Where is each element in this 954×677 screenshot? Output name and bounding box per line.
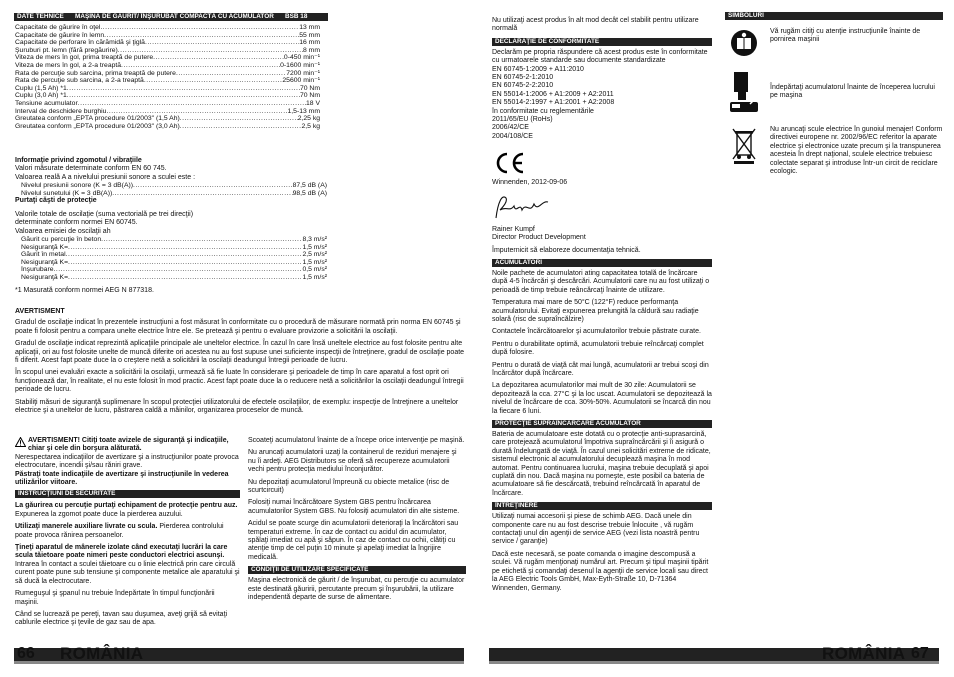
spec-label: Capacitate de găurire în oţel (15, 24, 101, 31)
vibration-label: Înşurubare (21, 266, 54, 274)
spec-row (15, 85, 320, 93)
noise-row (21, 190, 327, 198)
battery-paragraph: Noile pachete de acumulatori ating capacitatea totală de încărcare după 4-5 încărcări şi descărcări. Acumulatorii care nu au fost utilizaţi o perioadă de timp trebuie reâncărcaţi înainte de utilizare. (492, 269, 710, 294)
vibration-value: 1,5 m/s² (302, 274, 327, 281)
spec-row (15, 39, 320, 47)
dot-leader (144, 77, 283, 85)
symbol-text-remove-battery: Îndepărtaţi acumulatorul înainte de începerea lucrului pe maşina (770, 84, 935, 100)
dot-leader (67, 92, 300, 100)
spec-value: 13 mm (299, 24, 320, 31)
symbol-weee (725, 126, 943, 176)
spec-value: 55 mm (299, 31, 320, 39)
symbols-header: SIMBOLURI (725, 12, 943, 20)
vibration-value: 0,5 m/s² (302, 266, 327, 274)
vibration-label: Nesiguranţă K= (21, 243, 69, 251)
symbol-text-read-manual: Vă rugăm citiţi cu atenţie instrucţiunile înainte de pornirea maşinii (770, 28, 921, 44)
safety-p1: La găurirea cu percuţie purtaţi echipament de protecţie pentru auz. Expunerea la zgomot poate duce la pierderea auzului. (15, 502, 238, 518)
dot-leader (66, 251, 303, 259)
spec-value: 8 mm (303, 46, 320, 54)
spec-label: Tensiune acumulator (15, 99, 78, 107)
page-right (477, 0, 954, 677)
spec-header (14, 13, 328, 21)
spec-label: Viteza de mers în gol, a 2-a treaptă (15, 61, 122, 69)
battery-paragraph: Temperatura mai mare de 50°C (122°F) reduce performanţa acumulatorului. Evitaţi expunerea prelungită la căldură sau radiaţie solară (risc de supraîncălzire) (492, 299, 699, 323)
vibration-label: Nesiguranţă K= (21, 274, 69, 281)
conformity-line: EN 55014-2:1997 + A1:2001 + A2:2008 (492, 99, 615, 107)
battery-paragraph: Contactele încărcătoarelor şi acumulatorilor trebuie păstrate curate. (492, 328, 701, 336)
dot-leader (112, 190, 292, 198)
vibration-value: 1,5 m/s² (302, 258, 327, 266)
tech-doc: Împuternicit să elaboreze documentaţia tehnică. (492, 246, 641, 254)
spec-row (15, 115, 320, 123)
conformity-line: EN 60745-1:2009 + A11:2010 (492, 65, 584, 73)
spec-label: Greutatea conform „EPTA procedure 01/2003" (3,0 Ah) (15, 122, 180, 130)
spec-label: Capacitate de găurire în lemn (15, 31, 105, 39)
conformity-line: 2004/108/CE (492, 132, 533, 140)
maintenance-paragraph: Dacă este necesară, se poate comanda o imagine descompusă a sculei. Vă rugăm menţionaţi numărul art. Precum şi tipul maşinii tipărit pe etichetă şi comandaţi desenul la agenţii de service locali sau direct la AEG Electric Tools GmbH, Max-Eyth-Straße 10, D-71364 Winnenden, Germany. (492, 550, 709, 592)
dot-leader (176, 70, 286, 78)
vibration-value: 2,5 m/s² (302, 251, 327, 259)
spec-value: 1,5-13 mm (287, 107, 320, 115)
dot-leader (104, 32, 299, 40)
battery-paragraph: Pentru o durabilitate optimă, acumulatorii trebuie reîncărcaţi complet după folosire. (492, 340, 704, 357)
dot-leader (101, 236, 302, 244)
dot-leader (133, 182, 293, 190)
spec-label: Viteza de mers în gol, prima treaptă de putere (15, 54, 154, 62)
warning-paragraph: Gradul de oscilaţie indicat în prezentele instrucţiuni a fost măsurat în conformitate cu o procedură de măsurare normată prin norma EN 60745 şi poate fi folosit pentru a compara unelte electrice între ele. Se pretează şi pentru o evaluare provizorie a solicitării la oscilaţii. (15, 319, 461, 335)
spec-label: Rata de percuţie sub sarcina, prima treaptă de putere (15, 69, 176, 77)
conditions-header: CONDIŢII DE UTILIZARE SPECIFICATE (248, 566, 466, 574)
spec-value: 7200 min⁻¹ (286, 69, 320, 77)
warning-paragraph: În scopul unei evaluări exacte a solicitării la oscilaţii, urmează să fie luate în considerare şi perioadele de timp în care aparatul a fost oprit ori funcţionează dar, în realitate, el nu este folosit în mod practic. Acest fapt poate duce la o reducere netă a solicitărilor la oscilaţii deadungul întregii perioade de lucru. (15, 369, 464, 394)
noise-label: Nivelul sunetului (K = 3 dB(A)) (21, 189, 113, 197)
spec-label: Şuruburi pt. lemn (fără pregăurire) (15, 46, 118, 54)
conformity-line: EN 60745-2-2:2010 (492, 82, 554, 90)
spec-value: 0-1600 min⁻¹ (280, 61, 320, 69)
dot-leader (68, 244, 302, 252)
vibration-value: 1,5 m/s² (302, 243, 327, 251)
dot-leader (180, 115, 298, 123)
warning-triangle-icon (15, 437, 26, 450)
spec-row (15, 54, 320, 62)
spec-row (15, 77, 320, 85)
dot-leader (106, 108, 287, 116)
symbol-read-manual (725, 28, 943, 58)
conformity-line: 2006/42/CE (492, 124, 529, 132)
warning-paragraph: Stabiliţi măsuri de siguranţă suplimenare în scopul protecţiei utilizatorului de efectele oscilaţiilor, de exemplu: inspecţie de întreţinere a uneltelor electrice şi a uneltelor de lucru, păstrarea caldă a mâinilor, organizarea proceselor de muncă. (15, 398, 459, 415)
language-label: ROMÂNIA (822, 644, 906, 663)
spec-value: 16 mm (299, 39, 320, 47)
symbol-text-weee: Nu aruncaţi scule electrice în gunoiul menajer! Conform directivei europene nr. 2002/96/EC referitor la aparate electrice şi electronice uzate precum şi la transpunerea acesteia în drept naţional, sculele electrice trebuiesc colectate separat şi introduse într-un circit de reciclare ecologic. (770, 126, 943, 176)
warning-paragraph: Gradul de oscilaţie indicat reprezintă aplicaţiile principale ale uneltelor electrice. În cazul în care însă uneltele electrice au fost folosite pentru alte aplicaţii, ori au fost folosite unelte de muncă diferite ori acestea nu au fost supuse unei suficiente inspecţii de întreţinere, gradul de oscilaţie poate fi diferit. Acest fapt poate duce la o creştere netă a solicitării la oscilaţii deadungul întregii perioade de lucru. (15, 340, 465, 365)
safety-warning-bold: AVERTISMENT! Citiţi toate avizele de siguranţă şi indicaţiile, chiar şi cele din borşura alăturată. (28, 437, 229, 453)
battery-safety-paragraph: Nu aruncaţi acumulatorii uzaţi la containerul de reziduri menajere şi nu îi ardeţi. AEG Distributors se oferă să recupereze acumulatorii vechi pentru protecţia mediului înconjurător. (248, 449, 457, 474)
spec-row (15, 32, 320, 40)
vibration-label: Găurit în metal (21, 251, 66, 259)
spec-row (15, 62, 320, 70)
ear-protection: Purtaţi căşti de protecţie (15, 197, 97, 205)
ce-mark-icon (492, 151, 712, 175)
batteries-header: ACUMULATORI (492, 259, 712, 267)
conformity-line: Declarăm pe propria răspundere că acest produs este în conformitate cu urmatoarele standarde sau documente standardizate (492, 48, 708, 65)
vibration-value: 8,3 m/s² (302, 236, 327, 244)
conformity-line: EN 60745-2-1:2010 (492, 74, 554, 82)
symbol-remove-battery (725, 68, 943, 116)
remove-battery-icon (725, 68, 763, 116)
noise-intro: Valori măsurate determinate conform EN 60 745. (15, 165, 167, 173)
spec-label: Cuplu (1,5 Ah) *1 (15, 84, 67, 92)
safety-p4: Rumeguşul şi şpanul nu trebuie îndepărtate în timpul funcţionării maşinii. (15, 590, 215, 606)
dot-leader (118, 47, 303, 55)
noise-value: 87,5 dB (A) (292, 182, 327, 190)
dot-leader (121, 62, 280, 70)
safety-warning-bold-2: Păstraţi toate indicaţiile de avertizare şi instrucţiunile în vederea utilizărilor viitoare. (15, 470, 229, 487)
warning-title: AVERTISMENT (15, 308, 65, 315)
spec-row (15, 100, 320, 108)
vibration-row (21, 259, 327, 267)
vib-intro-2: determinate conform normei EN 60745. (15, 219, 138, 227)
language-label: ROMÂNIA (60, 644, 144, 663)
symbols-column (725, 12, 943, 182)
right-column-1 (492, 17, 712, 597)
vib-sub: Valoarea emisiei de oscilaţii ah (15, 227, 111, 235)
spec-header-product: MAŞINĂ DE GĂURIT/ ÎNŞURUBAT COMPACTĂ CU ACUMULATOR (75, 13, 274, 20)
noise-value: 98,5 dB (A) (292, 189, 327, 197)
battery-safety-paragraph: Scoateţi acumulatorul înainte de a începe orice intervenţie pe maşină. (248, 437, 465, 444)
dot-leader (68, 274, 302, 282)
spec-list (15, 24, 320, 130)
read-manual-icon (725, 28, 763, 58)
signer-title: Director Product Development (492, 234, 586, 242)
dot-leader (78, 100, 306, 108)
page-number: 66 (17, 645, 35, 662)
safety-warning-normal: Nerespectarea indicaţiilor de avertizare şi a instrucţiunilor poate provoca electrocutare, incendii şi/sau răniri grave. (15, 453, 239, 470)
noise-row (21, 182, 327, 190)
dot-leader (68, 259, 302, 267)
spec-value: 25600 min⁻¹ (282, 77, 320, 85)
spec-row (15, 108, 320, 116)
conditions-text: Maşina electronică de găurit / de înşurubat, cu percuţie cu acumulator este destinată găuririi, percutante precum şi înşurubării, la utilizare independentă departe de surse de alimentare. (248, 577, 465, 602)
spec-value: 2,25 kg (297, 115, 320, 123)
signer-name: Rainer Kumpf (492, 225, 535, 233)
spec-label: Greutatea conform „EPTA procedure 01/2003" (1,5 Ah) (15, 115, 180, 123)
dot-leader (54, 266, 303, 274)
overload-text: Bateria de acumulatoare este dotată cu o protecţie anti-suprasarcină, care protejează acumulatorul împotriva supraîncărcării şi îi asigură o durată îndelungată de viaţă. În cazul unei solicitări extreme de ridicate, sistemul electronic al acumulatorului decuplează maşina în mod automat. Pentru continuarea lucrului, maşina trebuie decuplată şi apoi cuplată din nou. Dacă maşina nu porneşte, este posibil ca bateria de acumulatoare să fie descărcată, trebuind reîncărcată în aparatul de încărcare. (492, 431, 711, 497)
conformity-line: în conformitate cu reglementările (492, 107, 594, 115)
safety-column (15, 437, 240, 632)
spec-value: 70 Nm (299, 92, 320, 100)
conformity-header: DECLARAŢIE DE CONFORMITATE (492, 38, 712, 46)
vibration-row (21, 244, 327, 252)
safety-p5: Când se lucrează pe pereţi, tavan sau duşumea, aveţi grijă să evitaţi cablurile electrice şi ţevile de gaz sau de apa. (15, 610, 228, 627)
spec-value: 18 V (306, 99, 320, 107)
dot-leader (67, 85, 300, 93)
spec-label: Capacitate de perforare în cărămidă şi ţiglă (15, 39, 145, 47)
weee-bin-icon (725, 126, 763, 166)
spec-value: 0-450 min⁻¹ (283, 54, 320, 62)
vibration-row (21, 251, 327, 259)
vibration-label: Nesiguranţă K= (21, 258, 69, 266)
battery-safety-paragraph: Nu depozitaţi acumulatorul împreună cu obiecte metalice (risc de scurtcircuit) (248, 478, 450, 495)
spec-row (15, 24, 320, 32)
vibration-row (21, 236, 327, 244)
maintenance-header: ÎNTREŢINERE (492, 502, 712, 510)
signature-image (492, 192, 712, 224)
spec-row (15, 92, 320, 100)
safety-p3: Ţineţi aparatul de mânerele izolate când executaţi lucrări la care scula tăietoare poate nimeri peste conductori electrici ascunşi. Intrarea în contact a sculei tăietoare cu o linie electrică prin care circulă curent poate pune sub tensiune şi componente metalice ale aparatului şi să ducă la electrocutare. (15, 544, 240, 585)
spec-label: Cuplu (3,0 Ah) *1 (15, 92, 67, 100)
spec-row (15, 47, 320, 55)
battery-safety-paragraph: Folosiţi numai încărcătoare System GBS pentru încărcarea acumulatorilor System GBS. Nu folosiţi acumulatori din alte sisteme. (248, 499, 460, 515)
battery-paragraph: La depozitarea acumulatorilor mai mult de 30 zile: Acumulatorii se depozitează la cca. 27°C şi la loc uscat. Acumulatorii se depozitează la nivelul de încărcare de cca. 30%-50%. Acumulatorii se încarcă din nou la fiecare 6 luni. (492, 382, 712, 415)
maintenance-paragraph: Utilizaţi numai accesorii şi piese de schimb AEG. Dacă unele din componente care nu au fost descrise trebuie înlocuite , vă rugăm contactaţi unul din agenţii de service AEG (vezi lista noastră pentru service / garanţie) (492, 513, 700, 546)
spec-row (15, 123, 320, 131)
conformity-line: EN 55014-1:2006 + A1:2009 + A2:2011 (492, 90, 614, 98)
noise-sub: Valoarea reală A a nivelului presiunii sonore a sculei este : (15, 173, 196, 181)
spec-header-model: BSB 18 (285, 13, 308, 20)
safety-p2: Utilizaţi manerele auxiliare livrate cu scula. Pierderea controlului poate provoca rănirea persoanelor. (15, 523, 224, 539)
overload-header: PROTECŢIE SUPRAÎNCĂRCARE ACUMULATOR (492, 420, 712, 428)
vibration-row (21, 266, 327, 274)
place-date: Winnenden, 2012-09-06 (492, 179, 568, 187)
dot-leader (100, 24, 299, 32)
safety-header: INSTRUCŢIUNI DE SECURITATE (15, 490, 240, 498)
spec-label: Interval de deschidere burghiu (15, 107, 107, 115)
battery-safety-paragraph: Acidul se poate scurge din acumulatorii deterioraţi la încărcători sau temperaturi extreme. În caz de contact cu acidul din acumulator, spălaţi imediat cu apă şi săpun. În caz de contact cu ochii, clătiţi cu atenţie timp de cel puţin 10 minute şi apelaţi imediat la îngrijire medicală. (248, 520, 459, 561)
page-number: 67 (911, 645, 929, 662)
vibration-row (21, 274, 327, 282)
vibration-label: Găurit cu percuţie în beton (21, 236, 102, 244)
warning-section (15, 308, 467, 419)
dot-leader (145, 39, 299, 47)
spec-value: 2,5 kg (301, 122, 320, 130)
vib-intro-1: Valorile totale de oscilaţie (suma vectorială pe trei direcţii) (15, 210, 194, 218)
conformity-line: 2011/65/EU (RoHs) (492, 116, 553, 124)
noise-label: Nivelul presiunii sonore (K = 3 dB(A)) (21, 182, 134, 190)
footnote: *1 Masurată conform normei AEG N 877318. (15, 287, 154, 294)
spec-header-title: DATE TEHNICE (17, 13, 64, 20)
battery-paragraph: Pentru o durată de viaţă cât mai lungă, acumulatorii ar trebui scoşi din încărcător după încărcare. (492, 361, 709, 377)
usage-intro: Nu utilizaţi acest produs în alt mod decât cel stabilit pentru utilizare normală (492, 17, 699, 33)
dot-leader (180, 123, 302, 131)
spec-row (15, 70, 320, 78)
noise-section (15, 157, 327, 282)
spec-label: Rata de percuţie sub sarcina, a 2-a treaptă (15, 77, 144, 85)
battery-safety-column (248, 437, 466, 607)
spec-value: 70 Nm (299, 84, 320, 92)
dot-leader (153, 54, 284, 62)
noise-title: Informaţie privind zgomotul / vibraţiile (15, 157, 142, 164)
